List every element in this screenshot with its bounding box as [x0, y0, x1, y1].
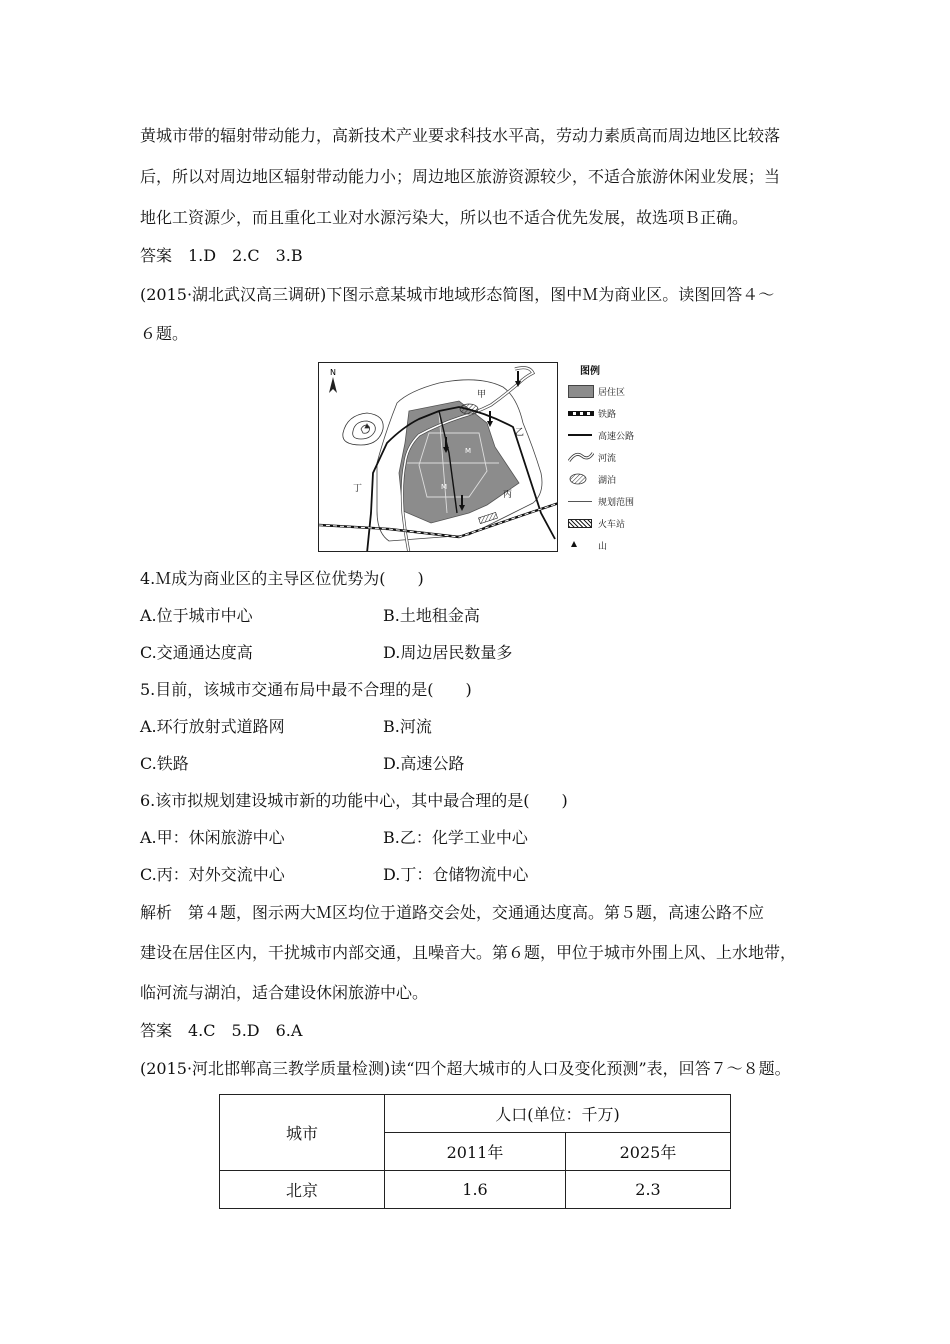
- label-m-north: M: [465, 447, 472, 455]
- analysis-line-3: 临河流与湖泊，适合建设休闲旅游中心。: [140, 983, 429, 1002]
- q4-option-a: A.位于城市中心: [140, 606, 253, 625]
- mountain-icon: [568, 539, 594, 551]
- q4-option-c: C.交通通达度高: [140, 643, 253, 662]
- north-label: N: [330, 368, 336, 377]
- q6-stem: 6.该市拟规划建设城市新的功能中心，其中最合理的是( ): [140, 791, 568, 810]
- planning-boundary-icon: [568, 495, 594, 507]
- legend-item-station: 火车站: [568, 516, 625, 530]
- q5-option-a: A.环行放射式道路网: [140, 717, 285, 736]
- highway-icon: [568, 429, 594, 441]
- label-bing: 丙: [503, 490, 513, 500]
- q5-option-d: D.高速公路: [383, 754, 465, 773]
- paragraph-line-1: 黄城市带的辐射带动能力，高新技术产业要求科技水平高，劳动力素质高而周边地区比较落: [140, 126, 781, 145]
- north-arrow-icon: [329, 368, 337, 393]
- q6-option-c: C.丙：对外交流中心: [140, 865, 285, 884]
- table-header-year-2011: 2011年: [385, 1133, 566, 1171]
- q5-stem: 5.目前，该城市交通布局中最不合理的是( ): [140, 680, 472, 699]
- table-row: [220, 1171, 731, 1209]
- label-ding: 丁: [353, 484, 363, 494]
- q6-option-d: D.丁：仓储物流中心: [383, 865, 529, 884]
- river-icon: [568, 451, 594, 463]
- table-header-year-2025: 2025年: [566, 1133, 731, 1171]
- legend-item-residential: 居住区: [568, 384, 625, 398]
- label-m-south: M: [441, 483, 448, 491]
- lake-icon: [568, 473, 594, 485]
- paragraph-line-2: 后，所以对周边地区辐射带动能力小；周边地区旅游资源较少，不适合旅游休闲业发展；当: [140, 167, 781, 186]
- city-map-figure: [318, 362, 558, 552]
- residential-swatch-icon: [568, 385, 594, 397]
- intro-4-6-line-2: ６题。: [140, 324, 189, 343]
- paragraph-line-3: 地化工资源少，而且重化工业对水源污染大，所以也不适合优先发展，故选项Ｂ正确。: [140, 208, 749, 227]
- analysis-line-2: 建设在居住区内，干扰城市内部交通，且噪音大。第６题，甲位于城市外围上风、上水地带，: [140, 943, 797, 962]
- legend-item-river: 河流: [568, 450, 616, 464]
- legend-item-highway: 高速公路: [568, 428, 634, 442]
- table-header-city: 城市: [220, 1095, 385, 1171]
- legend-title: 图例: [580, 366, 600, 377]
- mountain-contours: [343, 413, 383, 445]
- legend-item-mountain: 山: [568, 538, 607, 552]
- q4-option-b: B.土地租金高: [383, 606, 480, 625]
- legend-item-planning: 规划范围: [568, 494, 634, 508]
- q4-option-d: D.周边居民数量多: [383, 643, 513, 662]
- table-header-population: 人口(单位：千万): [385, 1095, 731, 1133]
- population-table: [219, 1094, 731, 1209]
- label-yi: 乙: [515, 428, 525, 438]
- intro-4-6-line-1: (2015·湖北武汉高三调研)下图示意某城市地域形态简图，图中Ｍ为商业区。读图回答４～: [140, 285, 775, 304]
- table-cell-2025: 2.3: [566, 1171, 731, 1209]
- railway-icon: [568, 407, 594, 419]
- label-jia: 甲: [477, 390, 487, 400]
- legend-item-railway: 铁路: [568, 406, 616, 420]
- q6-option-b: B.乙：化学工业中心: [383, 828, 528, 847]
- q6-option-a: A.甲：休闲旅游中心: [140, 828, 285, 847]
- q4-stem: 4.Ｍ成为商业区的主导区位优势为( ): [140, 569, 424, 588]
- analysis-line-1: 解析 第４题，图示两大Ｍ区均位于道路交会处，交通通达度高。第５题，高速公路不应: [140, 903, 765, 922]
- intro-7-8: (2015·河北邯郸高三教学质量检测)读“四个超大城市的人口及变化预测”表，回答７～８题。: [140, 1059, 791, 1078]
- train-station-icon: [568, 517, 594, 529]
- table-cell-2011: 1.6: [385, 1171, 566, 1209]
- answer-4-6: 答案 4.C 5.D 6.A: [140, 1021, 303, 1040]
- city-map-svg: [319, 363, 558, 552]
- q5-option-b: B.河流: [383, 717, 432, 736]
- table-cell-city: 北京: [220, 1171, 385, 1209]
- answer-1-3: 答案 1.D 2.C 3.B: [140, 246, 303, 265]
- q5-option-c: C.铁路: [140, 754, 189, 773]
- legend-item-lake: 湖泊: [568, 472, 616, 486]
